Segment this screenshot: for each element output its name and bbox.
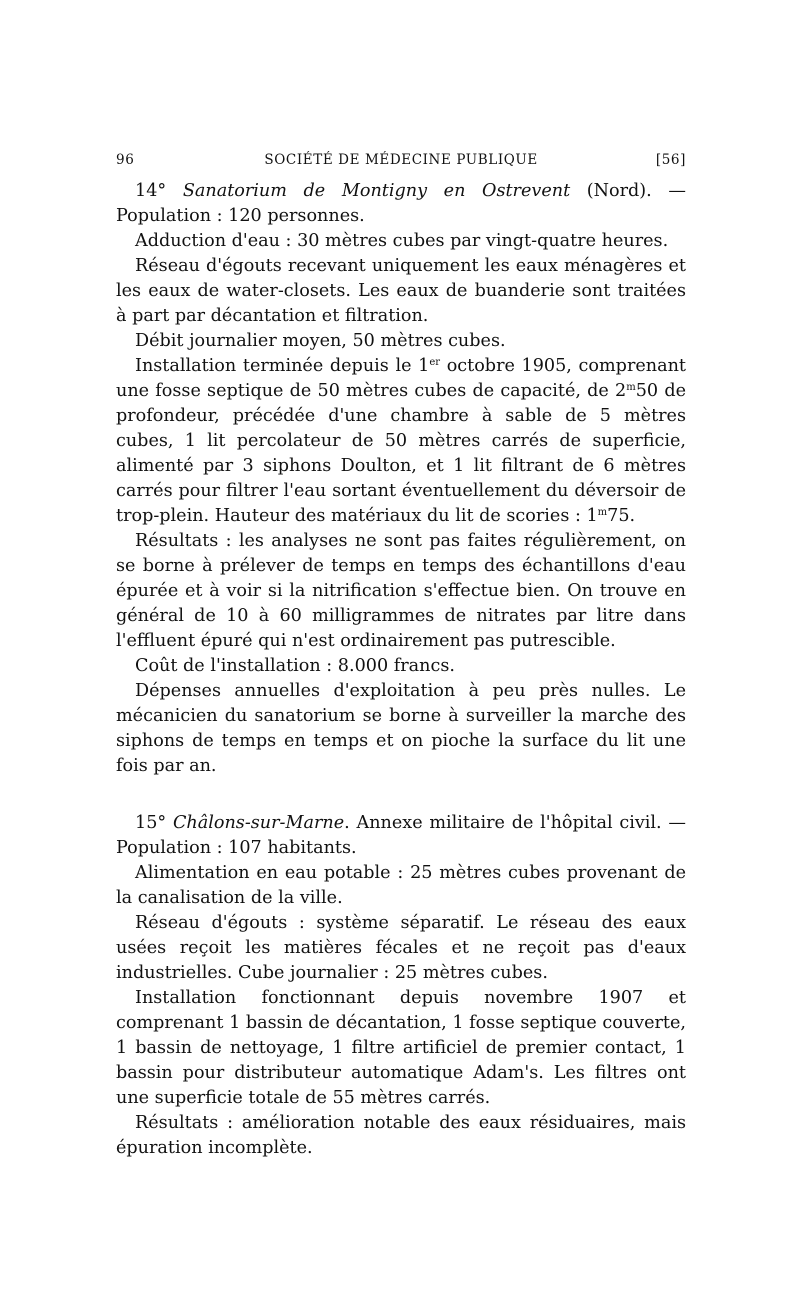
section-ref: [56] <box>655 152 686 168</box>
install-text-c: 50 de profondeur, précédée d'une chambre à sable de 5 mètres cubes, 1 lit percolateur de 50 mètres carrés de superficie, alimenté par 3 siphons Doulton, et 1 lit filtrant de 6 mètres carrés pour filtrer l'eau sortant éventuellement du déversoir de trop-plein. Hauteur des matériaux du lit de scories : 1 <box>116 381 686 526</box>
entry-15-resultats: Résultats : amélioration notable des eaux résiduaires, mais épuration incomplète. <box>116 1113 686 1158</box>
install-sup-er: er <box>429 357 441 368</box>
entry-15 <box>116 811 686 1161</box>
document-page <box>116 148 686 1161</box>
entry-14-number: 14° <box>135 181 167 201</box>
running-title: SOCIÉTÉ DE MÉDECINE PUBLIQUE <box>264 152 538 168</box>
entry-15-installation: Installation fonctionnant depuis novembre 1907 et comprenant 1 bassin de décantation, 1 fosse septique couverte, 1 bassin de nettoyage, 1 filtre artificiel de premier contact, 1 bassin pour distributeur automatique Adam's. Les filtres ont une superficie totale de 55 mètres carrés. <box>116 988 686 1108</box>
entry-15-place: Châlons-sur-Marne <box>172 813 345 833</box>
install-text-a: Installation terminée depuis le 1 <box>135 356 430 376</box>
entry-15-intro-rest: . Annexe militaire de l'hôpital civil. — Population : 107 habitants. <box>116 813 686 858</box>
entry-15-number: 15° <box>135 813 167 833</box>
entry-14-installation <box>116 354 686 529</box>
running-header <box>116 148 686 172</box>
entry-15-intro <box>116 811 686 861</box>
entry-14-intro <box>116 179 686 229</box>
entry-14-reseau: Réseau d'égouts recevant uniquement les eaux ménagères et les eaux de water-closets. Les eaux de buanderie sont traitées à part par décantation et filtration. <box>116 256 686 326</box>
install-sup-m2: m <box>597 507 608 518</box>
install-text-d: 75. <box>607 506 636 526</box>
entry-14-depenses: Dépenses annuelles d'exploitation à peu près nulles. Le mécanicien du sanatorium se borne à surveiller la marche des siphons de temps en temps et on pioche la surface du lit une fois par an. <box>116 681 686 776</box>
section-gap <box>116 779 686 811</box>
install-sup-m1: m <box>626 382 636 393</box>
entry-14-cout: Coût de l'installation : 8.000 francs. <box>135 656 455 676</box>
install-text-b: octobre 1905, comprenant une fosse septique de 50 mètres cubes de capacité, de 2 <box>116 356 686 401</box>
entry-14 <box>116 179 686 779</box>
entry-14-resultats: Résultats : les analyses ne sont pas faites régulièrement, on se borne à prélever de temps en temps des échantillons d'eau épurée et à voir si la nitrification s'effectue bien. On trouve en général de 10 à 60 milligrammes de nitrates par litre dans l'effluent épuré qui n'est ordinairement pas putrescible. <box>116 531 686 651</box>
entry-14-place: Sanatorium de Montigny en Ostrevent <box>182 181 571 201</box>
entry-14-intro-rest: (Nord). — Population : 120 personnes. <box>116 181 686 226</box>
entry-14-adduction: Adduction d'eau : 30 mètres cubes par vingt-quatre heures. <box>135 231 669 251</box>
entry-14-debit: Débit journalier moyen, 50 mètres cubes. <box>135 331 506 351</box>
page-number: 96 <box>116 152 135 168</box>
entry-15-reseau: Réseau d'égouts : système séparatif. Le réseau des eaux usées reçoit les matières fécales et ne reçoit pas d'eaux industrielles. Cube journalier : 25 mètres cubes. <box>116 913 686 983</box>
entry-15-alimentation: Alimentation en eau potable : 25 mètres cubes provenant de la canalisation de la ville. <box>116 863 686 908</box>
